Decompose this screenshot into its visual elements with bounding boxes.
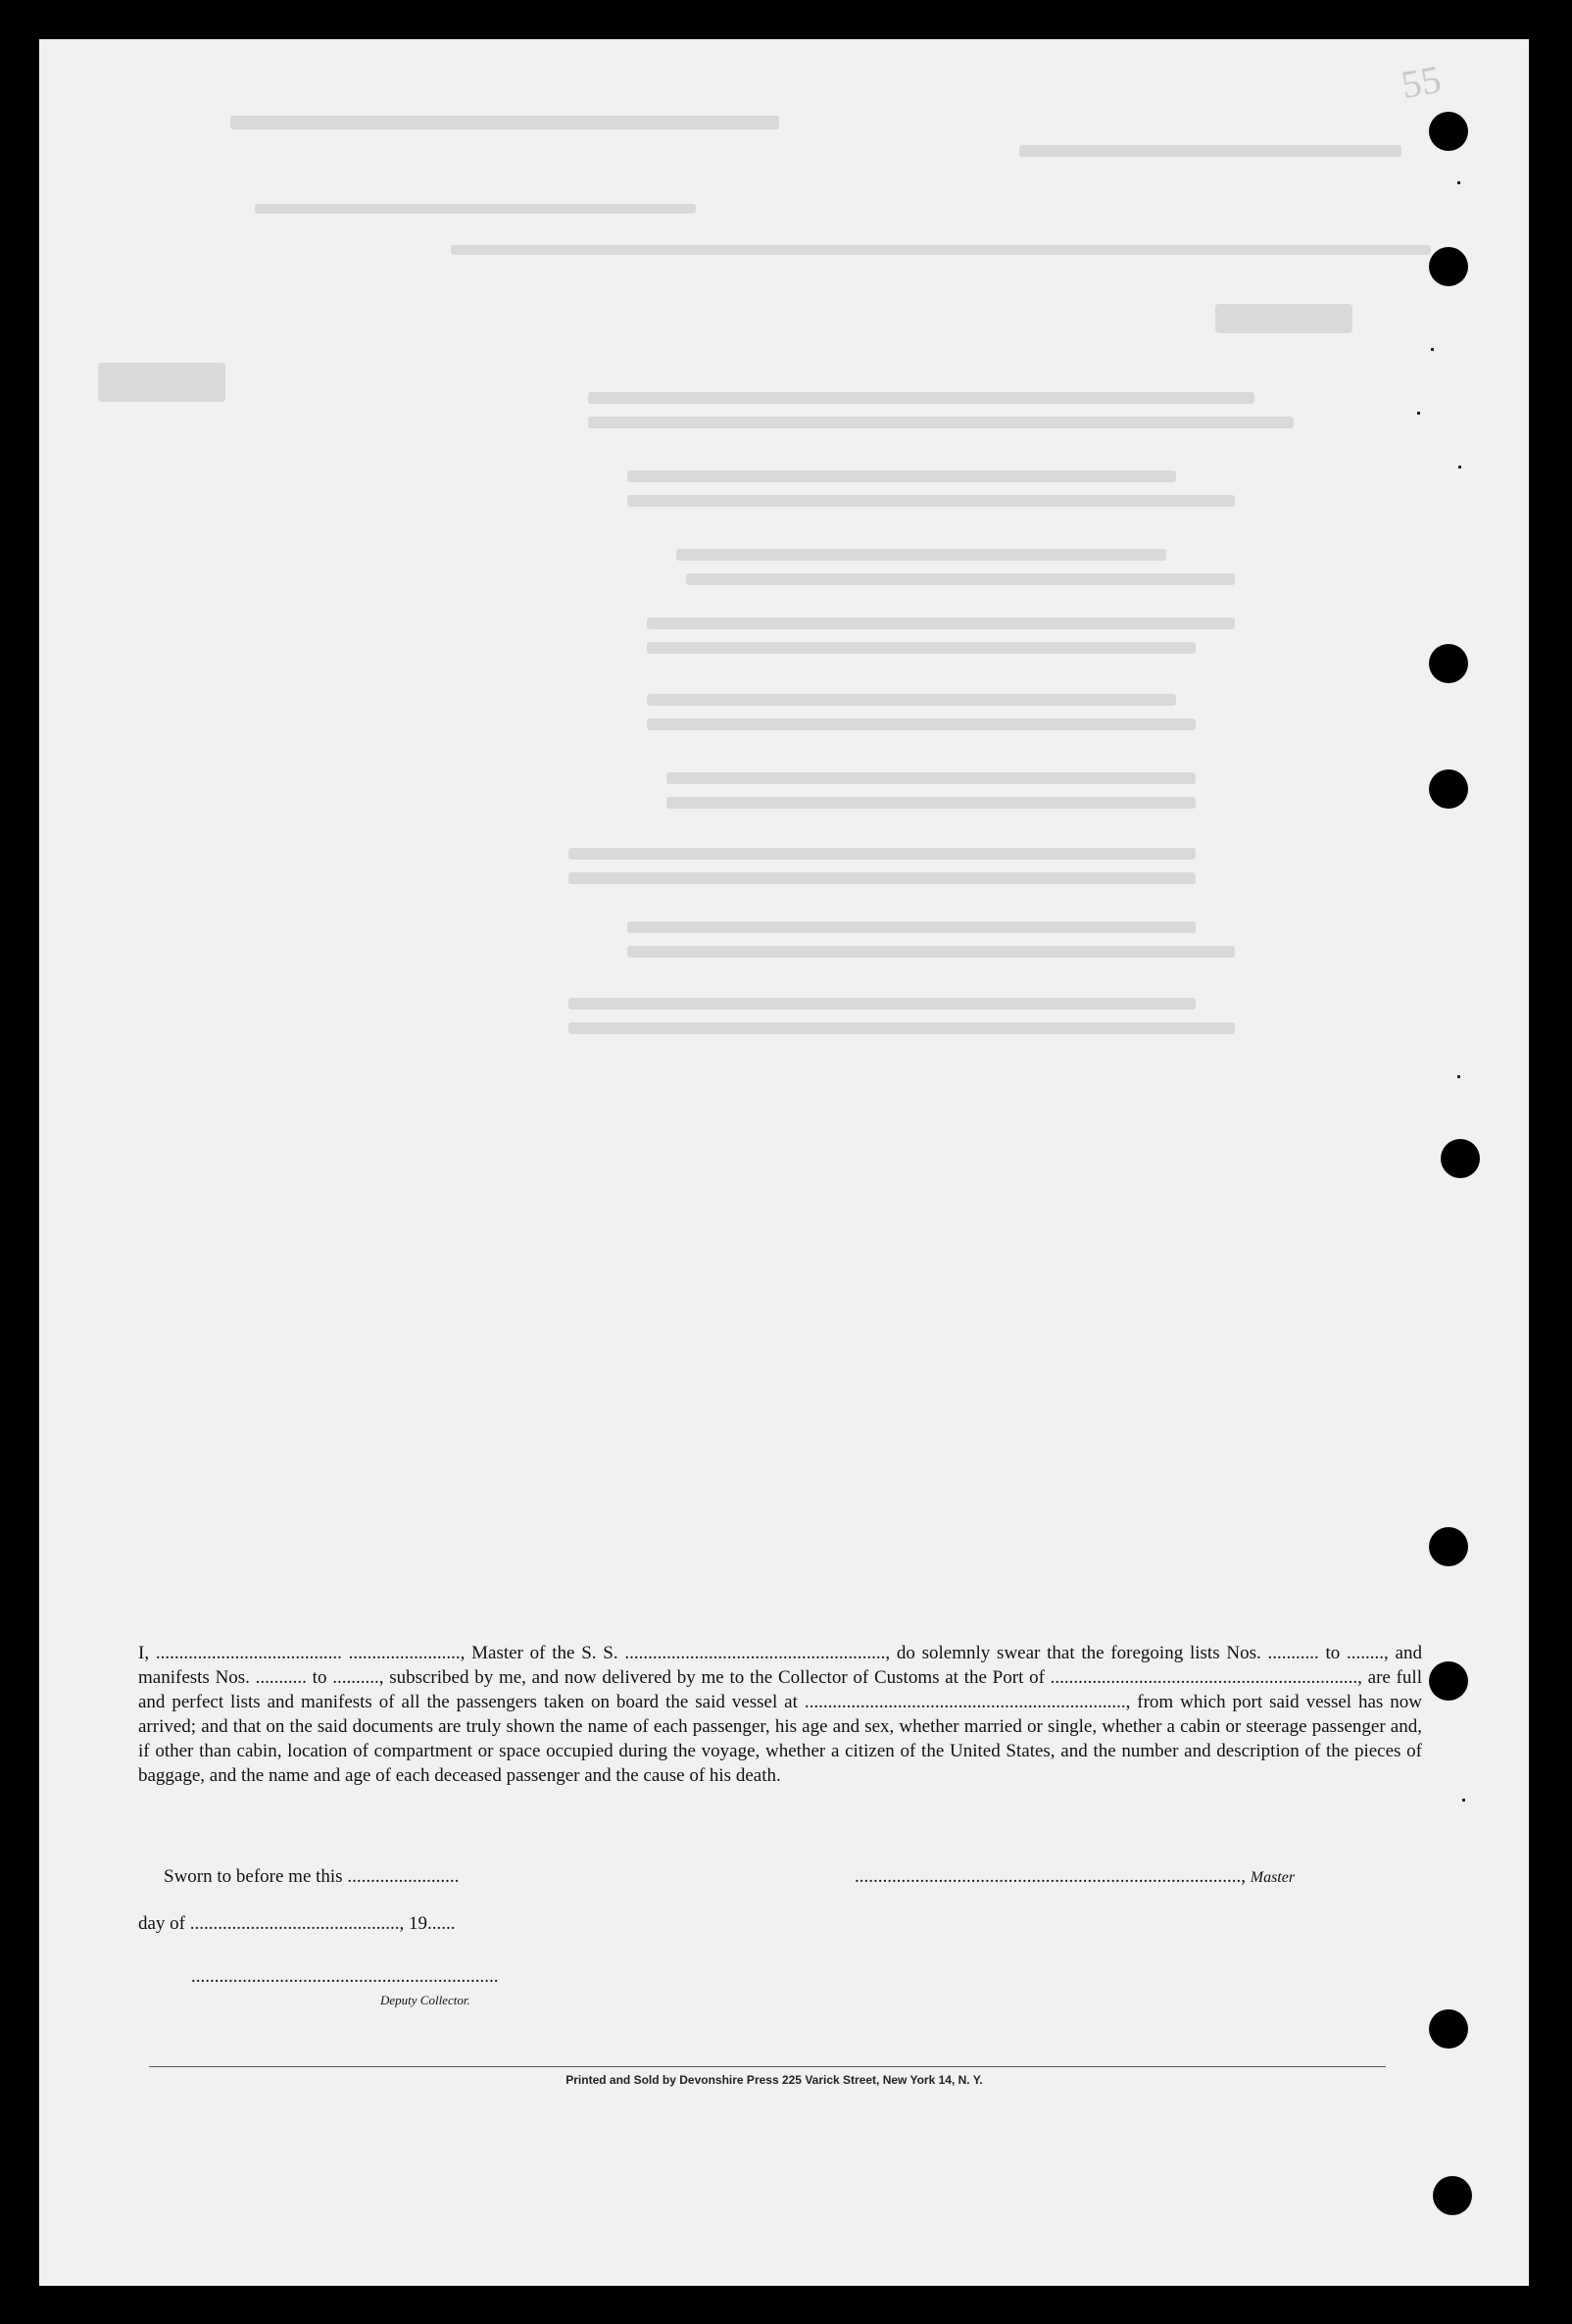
punch-hole (1429, 1527, 1468, 1566)
page-number: 55 (1398, 56, 1445, 108)
speck (1417, 412, 1420, 415)
speck (1431, 348, 1434, 351)
punch-hole (1433, 2176, 1472, 2215)
manifest-page (39, 39, 1529, 2286)
speck (1458, 466, 1461, 469)
master-label: Master (1250, 1869, 1296, 1886)
deputy-collector-label: Deputy Collector. (380, 1993, 470, 2007)
day-of-text: day of ............................................., 19...... (138, 1913, 456, 1934)
footer-rule (149, 2066, 1386, 2067)
speck (1457, 1075, 1460, 1078)
master-signature-line (855, 1866, 1295, 1888)
punch-hole (1429, 112, 1468, 151)
deputy-signature-line (191, 1966, 499, 1988)
master-oath (138, 1641, 1422, 1788)
punch-hole (1429, 247, 1468, 286)
deputy-dots: .................................................................. (191, 1966, 499, 1987)
day-of-line (138, 1913, 456, 1935)
punch-hole (1429, 2009, 1468, 2049)
punch-hole (1441, 1139, 1480, 1178)
speck (1457, 181, 1460, 184)
punch-hole (1429, 769, 1468, 809)
bleed-through-texture (39, 39, 1529, 1117)
punch-hole (1429, 1661, 1468, 1701)
punch-hole (1429, 644, 1468, 683)
sworn-text: Sworn to before me this ........................ (164, 1866, 460, 1887)
speck (1462, 1799, 1465, 1802)
sworn-line (164, 1866, 459, 1888)
oath-text: I, ........................................ ........................, Master of the S. S. ........................................................, do solemnly swear that the foregoing lists Nos. ........... to ........, and manifests Nos. ........... to .........., subscribed by me, and now delivered by me to the Collector of Customs at the Port of .................................................................., are full and perfect lists and manifests of all the passengers taken on board the said vessel at ....................................................................., from which port said vessel has now arrived; and that on the said documents are truly shown the name of each passenger, his age and sex, whether married or single, whether a cabin or steerage passenger and, if other than cabin, location of compartment or space occupied during the voyage, whether a citizen of the United States, and the number and description of the pieces of baggage, and the name and age of each deceased passenger and the cause of his death. (138, 1643, 1422, 1786)
printer-credit: Printed and Sold by Devonshire Press 225 Varick Street, New York 14, N. Y. (565, 2073, 983, 2087)
master-dots: ..................................................................................., (855, 1866, 1251, 1887)
